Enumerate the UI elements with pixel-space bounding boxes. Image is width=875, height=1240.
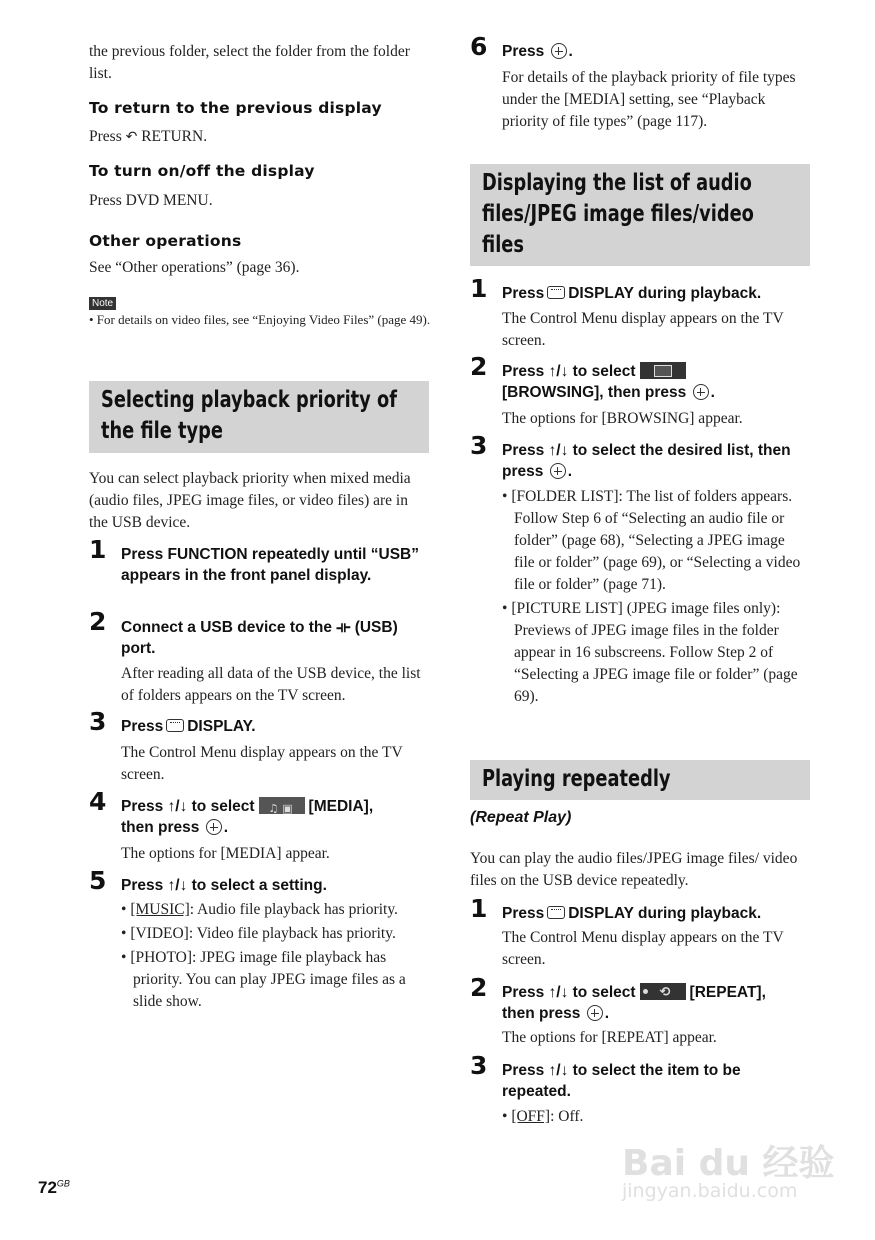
usb-icon: ⟛ bbox=[336, 618, 351, 636]
display-icon bbox=[547, 286, 565, 299]
step-title: Press DISPLAY during playback. bbox=[502, 285, 762, 302]
step-number: 1 bbox=[470, 894, 488, 923]
list-item: • [MUSIC]: Audio file playback has priority. bbox=[121, 901, 398, 918]
step-title: Press DISPLAY during playback. bbox=[502, 905, 762, 922]
step-body: After reading all data of the USB device, the list of folders appears on the TV screen. bbox=[121, 665, 421, 704]
step-bullets bbox=[502, 486, 808, 708]
return-icon: ↶ bbox=[125, 129, 138, 145]
step-number: 3 bbox=[470, 1051, 488, 1080]
enter-icon bbox=[587, 1005, 603, 1021]
other-heading: Other operations bbox=[89, 232, 242, 250]
toggle-heading: To turn on/off the display bbox=[89, 162, 315, 180]
media-icon: ♫ ▣ bbox=[259, 797, 305, 814]
step-body: The Control Menu display appears on the TV screen. bbox=[502, 929, 784, 968]
enter-icon bbox=[206, 819, 222, 835]
step-body: The Control Menu display appears on the TV screen. bbox=[121, 744, 403, 783]
step-title: Press ↑/↓ to select [BROWSING], then press . bbox=[502, 363, 715, 401]
enter-icon bbox=[550, 463, 566, 479]
step-number: 5 bbox=[89, 866, 107, 895]
display-icon bbox=[166, 719, 184, 732]
step-title: Connect a USB device to the ⟛ (USB) port. bbox=[121, 618, 398, 657]
other-text: See “Other operations” (page 36). bbox=[89, 259, 300, 276]
section-priority-title: Selecting playback priority of the file type bbox=[101, 387, 397, 444]
enter-icon bbox=[551, 43, 567, 59]
list-item: • [PHOTO]: JPEG image file playback has priority. You can play JPEG image files as a slide show. bbox=[121, 949, 406, 1010]
list-item: • [VIDEO]: Video file playback has priority. bbox=[121, 925, 396, 942]
return-heading: To return to the previous display bbox=[89, 99, 382, 117]
step-body: The options for [BROWSING] appear. bbox=[502, 410, 743, 427]
section-repeat-title: Playing repeatedly bbox=[482, 766, 671, 792]
section-priority-intro: You can select playback priority when mixed media (audio files, JPEG image files, or video files) are in the USB device. bbox=[89, 470, 411, 531]
step-number: 4 bbox=[89, 787, 107, 816]
step-number: 1 bbox=[89, 535, 107, 564]
intro-paragraph: the previous folder, select the folder from the folder list. bbox=[89, 43, 410, 82]
step-number: 3 bbox=[470, 431, 488, 460]
return-text: Press ↶ RETURN. bbox=[89, 128, 208, 145]
step-title: Press ↑/↓ to select the item to be repeated. bbox=[502, 1062, 741, 1100]
step-number: 1 bbox=[470, 274, 488, 303]
step-number: 6 bbox=[470, 32, 488, 61]
page-number: $72^{GB}$ bbox=[38, 1178, 70, 1197]
step-body: The Control Menu display appears on the TV screen. bbox=[502, 310, 784, 349]
step-title: Press ↑/↓ to select⟲ [REPEAT], then press . bbox=[502, 982, 812, 1024]
enter-icon bbox=[693, 384, 709, 400]
list-item: • [OFF]: Off. bbox=[502, 1108, 584, 1125]
repeat-icon bbox=[640, 983, 686, 1000]
browsing-icon bbox=[640, 362, 686, 379]
step-body: The options for [MEDIA] appear. bbox=[121, 845, 330, 862]
display-icon bbox=[547, 906, 565, 919]
step-title: Press ↑/↓ to select the desired list, then press . bbox=[502, 442, 791, 480]
watermark-logo: Bai du 经验 bbox=[622, 1143, 835, 1184]
section-display-list-title: Displaying the list of audio files/JPEG image files/video files bbox=[482, 170, 754, 258]
step-title: Press ↑/↓ to select ♫ ▣ [MEDIA], then press . bbox=[121, 798, 374, 836]
step-body: For details of the playback priority of file types under the [MEDIA] setting, see “Playback priority of file types” (page 117). bbox=[502, 69, 796, 130]
toggle-text: Press DVD MENU. bbox=[89, 192, 213, 209]
list-item: • [PICTURE LIST] (JPEG image files only): Previews of JPEG image files in the folder appear in 16 subscreens. Follow Step 2 of “Selecting a JPEG image file or folder” (page 69). bbox=[502, 600, 798, 705]
step-title: Press ↑/↓ to select a setting. bbox=[121, 877, 327, 894]
step-number: 2 bbox=[470, 352, 488, 381]
step-title: Press . bbox=[502, 43, 573, 60]
step-number: 3 bbox=[89, 707, 107, 736]
watermark-url: jingyan.baidu.com bbox=[622, 1180, 798, 1202]
section-display-list-box bbox=[470, 164, 810, 266]
step-body: The options for [REPEAT] appear. bbox=[502, 1029, 717, 1046]
repeat-subtitle: (Repeat Play) bbox=[470, 809, 572, 826]
step-number: 2 bbox=[470, 973, 488, 1002]
section-repeat-box bbox=[470, 760, 810, 800]
repeat-intro: You can play the audio files/JPEG image files/ video files on the USB device repeatedly. bbox=[470, 850, 798, 889]
step-number: 2 bbox=[89, 607, 107, 636]
step-title: Press DISPLAY. bbox=[121, 718, 256, 735]
list-item: • [FOLDER LIST]: The list of folders appears. Follow Step 6 of “Selecting an audio file or folder” (page 68), “Selecting a JPEG image file or folder” (page 69), or “Selecting a video file or folder” (page 71). bbox=[502, 488, 801, 593]
note-badge: Note bbox=[89, 293, 116, 311]
section-priority-box bbox=[89, 381, 429, 453]
step-title: Press FUNCTION repeatedly until “USB” appears in the front panel display. bbox=[121, 546, 420, 584]
note-text: • For details on video files, see “Enjoying Video Files” (page 49). bbox=[89, 312, 431, 327]
step-bullets bbox=[121, 899, 421, 1013]
